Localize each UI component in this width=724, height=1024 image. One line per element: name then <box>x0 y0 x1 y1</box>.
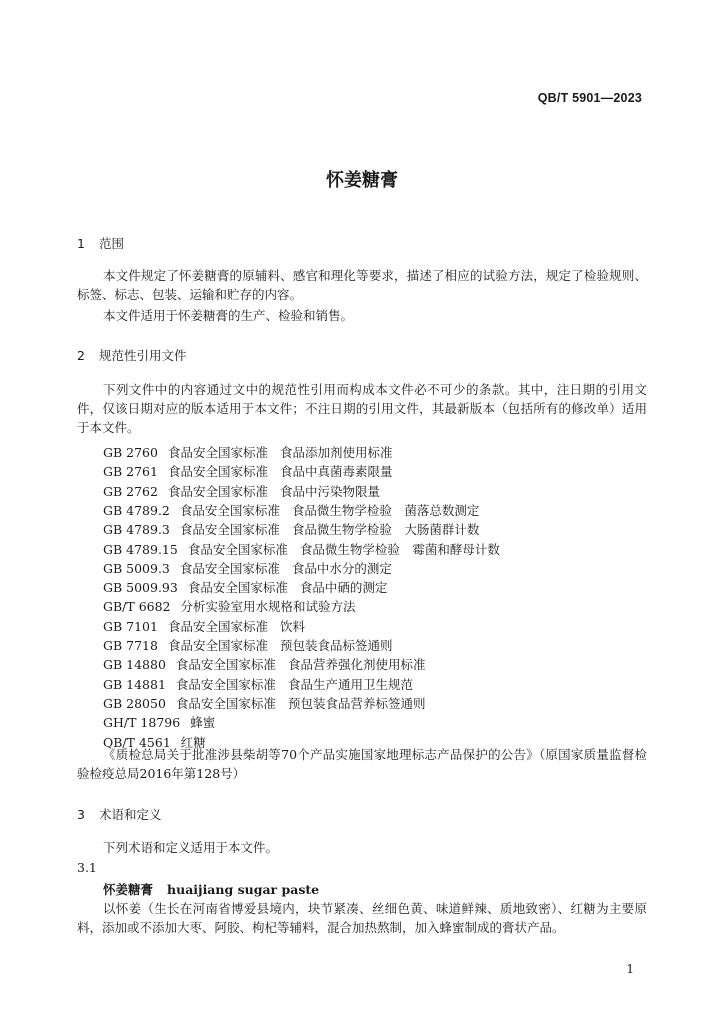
section-title: 规范性引用文件 <box>99 348 187 363</box>
reference-code: GB 2761 <box>103 464 158 480</box>
section-number: 3 <box>77 807 85 822</box>
reference-title: 蜂蜜 <box>190 715 216 731</box>
reference-subtitle: 饮料 <box>279 618 305 634</box>
reference-item <box>103 578 387 596</box>
section-number: 1 <box>77 236 85 251</box>
reference-subtitle: 食品添加剂使用标准 <box>279 445 393 460</box>
reference-item <box>103 482 380 500</box>
reference-code: GB 7101 <box>103 618 158 634</box>
term-chinese: 怀姜糖膏 <box>103 882 154 897</box>
reference-title: 分析实验室用水规格和试验方法 <box>180 599 356 615</box>
scope-paragraph-1: 本文件规定了怀姜糖膏的原辅料、感官和理化等要求，描述了相应的试验方法，规定了检验规则、标签、标志、包装、运输和贮存的内容。 <box>77 268 647 302</box>
reference-subtitle: 食品微生物学检验 菌落总数测定 <box>291 502 480 518</box>
reference-item <box>103 501 479 519</box>
reference-code: GB 5009.3 <box>103 560 170 576</box>
reference-item <box>103 540 500 558</box>
reference-code: GB 4789.2 <box>103 502 170 518</box>
references-intro: 下列文件中的内容通过文中的规范性引用而构成本文件必不可少的条款。其中，注日期的引用文件，仅该日期对应的版本适用于本文件；不注日期的引用文件，其最新版本（包括所有的修改单）适用于本文件。 <box>77 382 647 435</box>
reference-title: 食品安全国家标准 <box>175 657 276 673</box>
reference-subtitle: 食品中真菌毒素限量 <box>279 464 393 480</box>
reference-code: QB/T 4561 <box>103 734 171 750</box>
reference-subtitle: 食品微生物学检验 大肠菌群计数 <box>291 522 480 538</box>
section-number: 2 <box>77 348 85 363</box>
reference-code: GH/T 18796 <box>103 715 181 731</box>
reference-title: 食品安全国家标准 <box>167 638 268 653</box>
reference-subtitle: 食品中硒的测定 <box>299 580 388 596</box>
reference-item <box>103 462 393 480</box>
clause-number: 3.1 <box>77 860 97 875</box>
reference-title: 食品安全国家标准 <box>179 560 280 576</box>
reference-subtitle: 预包装食品营养标签通则 <box>287 695 426 711</box>
terms-intro: 下列术语和定义适用于本文件。 <box>103 840 279 855</box>
reference-item <box>103 559 392 577</box>
reference-code: GB/T 6682 <box>103 599 171 615</box>
reference-code: GB 5009.93 <box>103 580 178 596</box>
references-notice: 《质检总局关于批准涉县柴胡等70个产品实施国家地理标志产品保护的公告》（原国家质量监督检验检疫总局2016年第128号） <box>77 747 647 781</box>
section-1-heading <box>77 234 124 252</box>
reference-subtitle: 预包装食品标签通则 <box>279 638 393 653</box>
reference-title: 食品安全国家标准 <box>167 483 268 499</box>
reference-code: GB 14880 <box>103 657 166 673</box>
reference-item <box>103 617 305 635</box>
section-3-heading <box>77 805 162 823</box>
reference-code: GB 4789.3 <box>103 522 170 538</box>
reference-title: 食品安全国家标准 <box>175 676 276 692</box>
reference-subtitle: 食品微生物学检验 霉菌和酵母计数 <box>299 541 500 557</box>
reference-code: GB 28050 <box>103 695 166 711</box>
reference-title: 食品安全国家标准 <box>167 445 268 460</box>
reference-title: 食品安全国家标准 <box>187 580 288 596</box>
scope-paragraph-2: 本文件适用于怀姜糖膏的生产、检验和销售。 <box>103 308 354 323</box>
section-title: 范围 <box>99 236 125 251</box>
reference-item <box>103 636 393 654</box>
reference-code: GB 2760 <box>103 445 158 460</box>
document-title: 怀姜糖膏 <box>326 170 398 191</box>
reference-code: GB 7718 <box>103 638 158 653</box>
reference-code: GB 14881 <box>103 676 166 692</box>
reference-title: 食品安全国家标准 <box>179 522 280 538</box>
reference-item <box>103 520 479 538</box>
reference-subtitle: 食品营养强化剂使用标准 <box>287 657 426 673</box>
page-number: 1 <box>626 962 634 976</box>
section-title: 术语和定义 <box>99 807 162 822</box>
term-entry <box>103 880 319 898</box>
term-english: huaijiang sugar paste <box>167 882 320 897</box>
reference-subtitle: 食品中水分的测定 <box>291 560 392 576</box>
reference-item <box>103 675 413 693</box>
reference-item <box>103 443 393 461</box>
reference-title: 食品安全国家标准 <box>175 695 276 711</box>
term-definition: 以怀姜（生长在河南省博爱县境内，块节紧凑、丝细色黄、味道鲜辣、质地致密）、红糖为主要原料，添加或不添加大枣、阿胶、枸杞等辅料，混合加热熬制，加入蜂蜜制成的膏状产品。 <box>77 901 647 935</box>
section-2-heading <box>77 346 187 364</box>
reference-subtitle: 食品中污染物限量 <box>279 483 380 499</box>
reference-code: GB 2762 <box>103 483 158 499</box>
reference-title: 红糖 <box>180 734 206 750</box>
reference-subtitle: 食品生产通用卫生规范 <box>287 676 413 692</box>
reference-title: 食品安全国家标准 <box>167 618 268 634</box>
reference-code: GB 4789.15 <box>103 541 178 557</box>
reference-item <box>103 655 425 673</box>
reference-item <box>103 597 368 615</box>
reference-title: 食品安全国家标准 <box>167 464 268 480</box>
reference-item <box>103 694 425 712</box>
reference-item <box>103 713 227 731</box>
reference-title: 食品安全国家标准 <box>187 541 288 557</box>
reference-title: 食品安全国家标准 <box>179 502 280 518</box>
document-code: QB/T 5901—2023 <box>537 91 642 105</box>
